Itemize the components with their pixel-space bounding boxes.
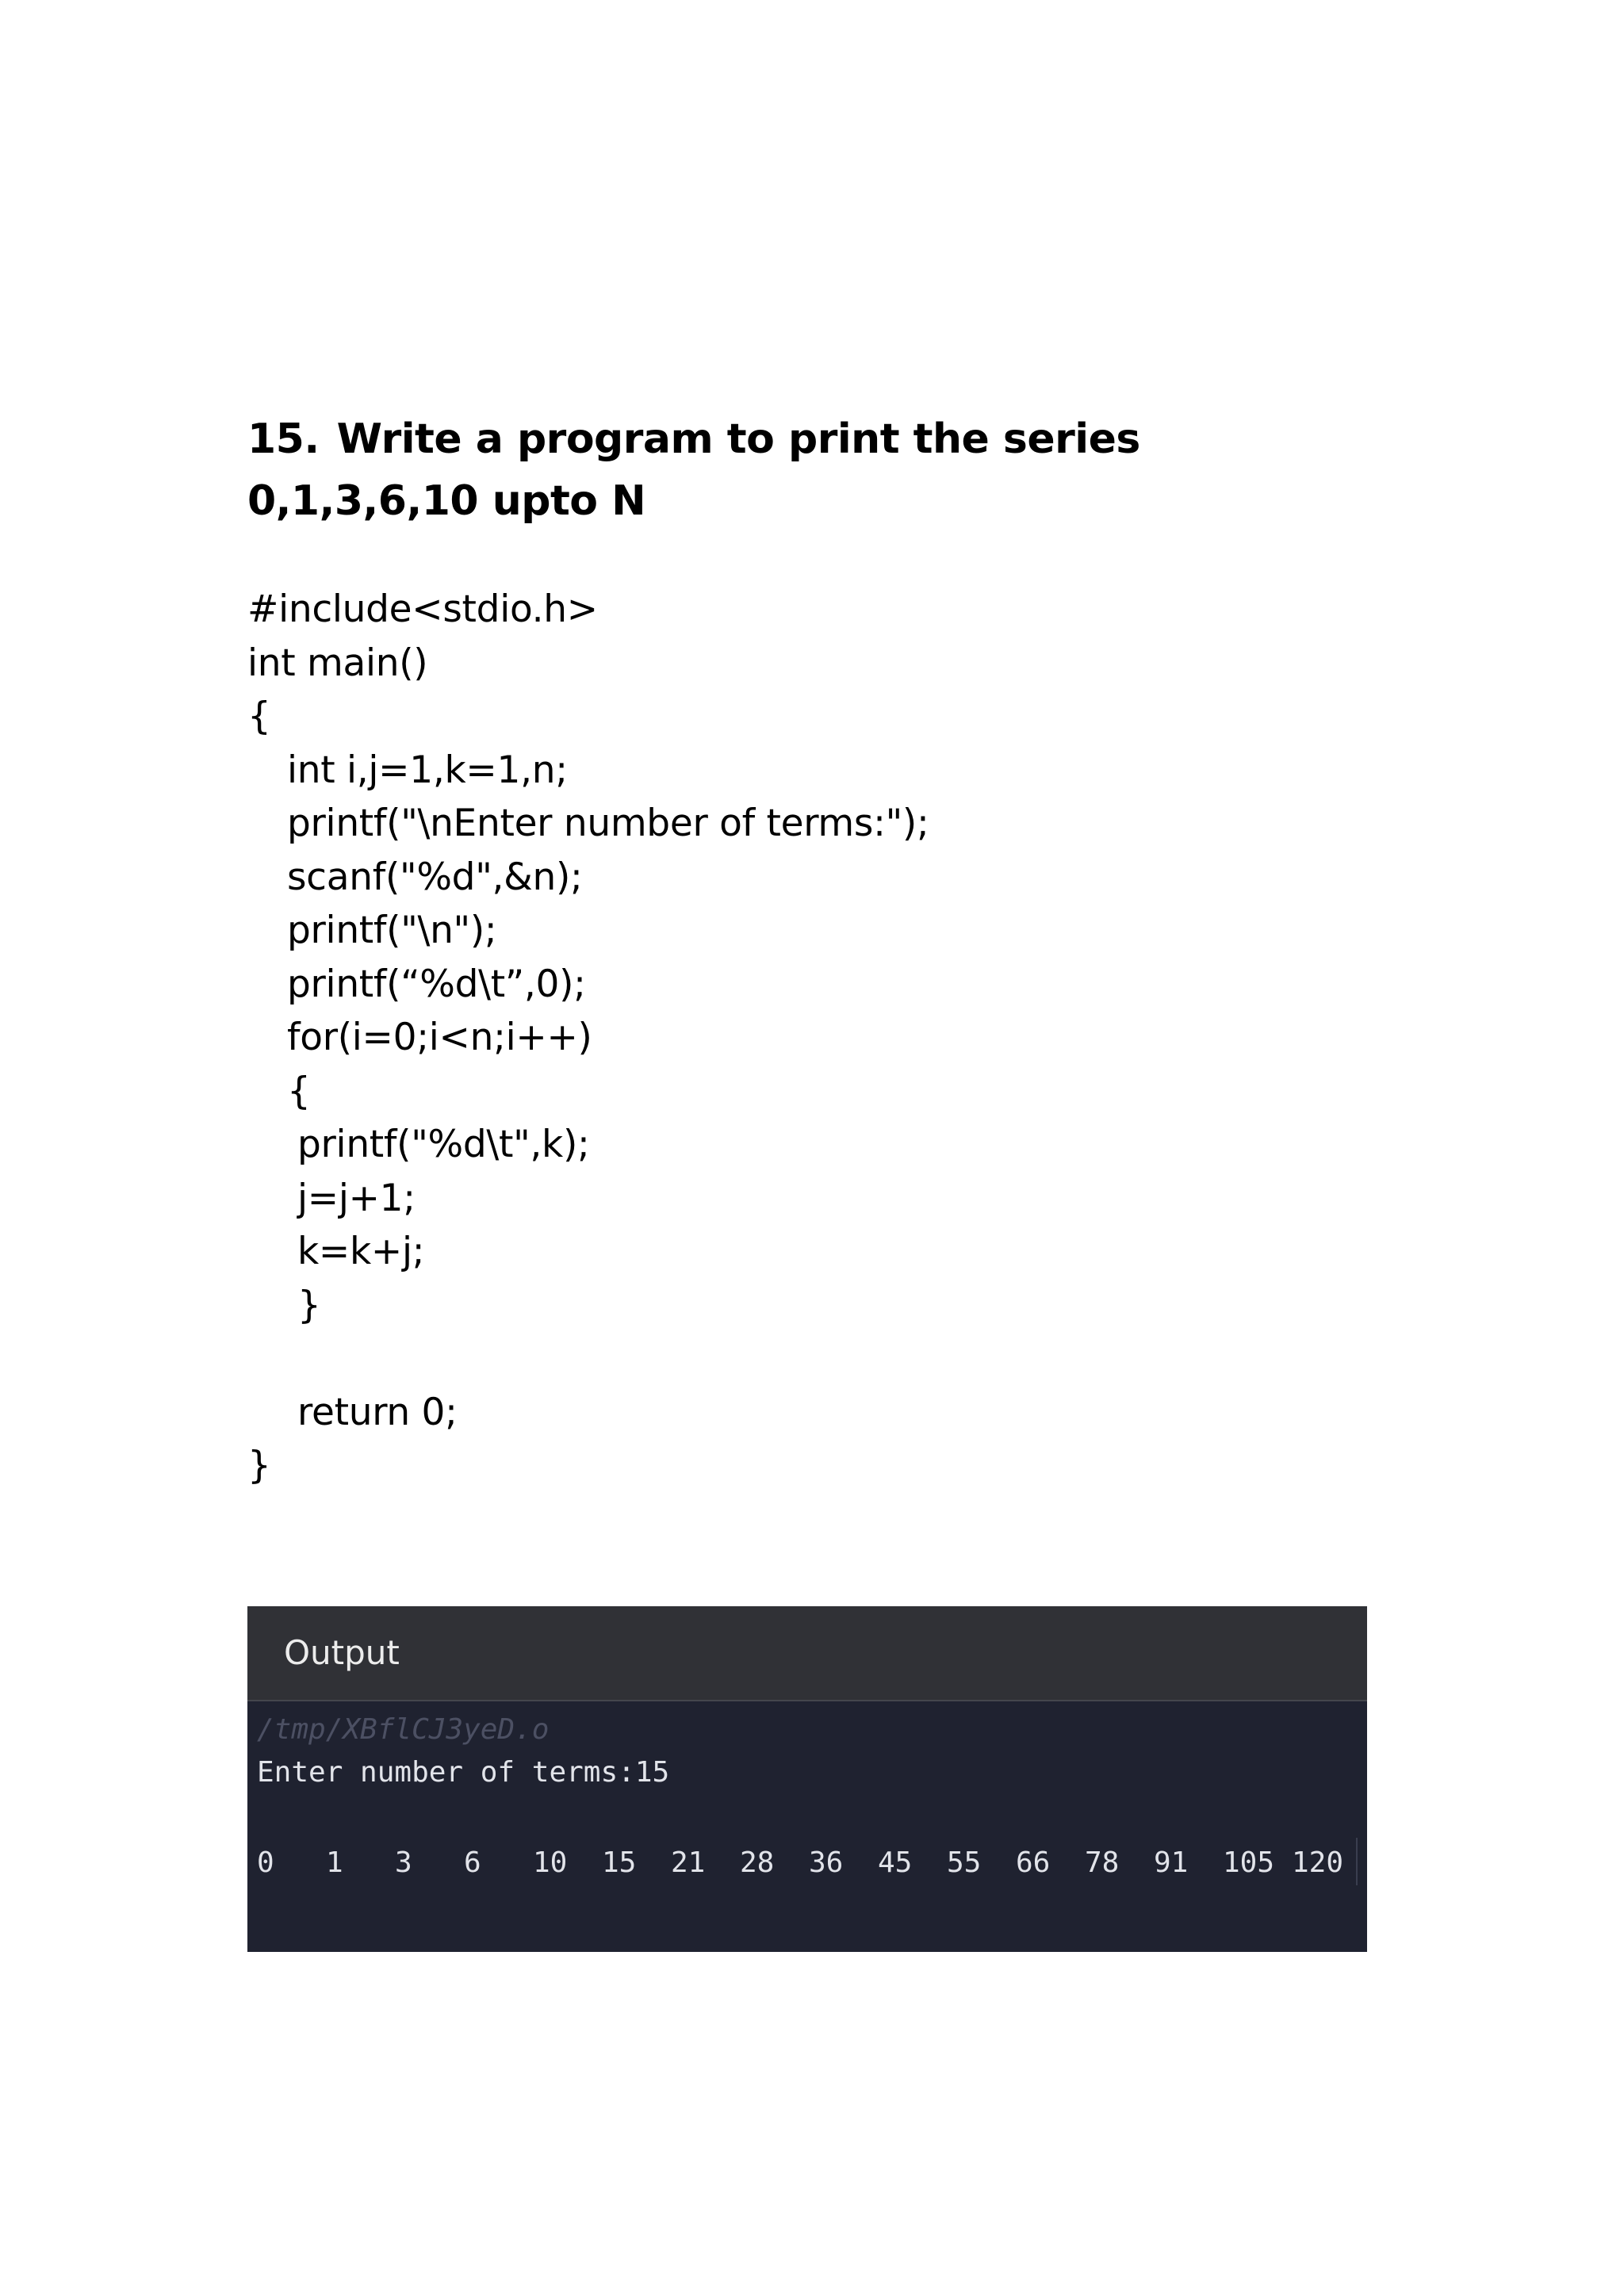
output-title: Output: [284, 1633, 400, 1672]
series-value: 36: [809, 1846, 844, 1879]
console-cursor: [1356, 1838, 1358, 1885]
code-line: k=k+j;: [297, 1230, 425, 1273]
output-header: [247, 1606, 1367, 1701]
question-text: Write a program to print the series 0,1,3,6,10 upto N: [247, 415, 1140, 525]
series-value: 55: [947, 1846, 982, 1879]
code-line: printf("%d\t",k);: [297, 1123, 590, 1166]
code-line: [247, 1332, 929, 1386]
code-line: return 0;: [297, 1390, 458, 1434]
output-panel: [247, 1606, 1367, 1952]
output-series-row: [257, 1844, 1361, 1882]
question-heading: [247, 408, 1373, 532]
series-value: 78: [1085, 1846, 1120, 1879]
code-line: {: [287, 1069, 311, 1113]
series-value: 1: [326, 1846, 343, 1879]
series-value: 0: [257, 1846, 274, 1879]
code-line: int i,j=1,k=1,n;: [287, 748, 568, 792]
code-line: int main(): [247, 641, 428, 685]
output-file-path: /tmp/XBflCJ3yeD.o: [257, 1713, 550, 1746]
code-line: printf("\n");: [287, 909, 497, 952]
series-value: 15: [602, 1846, 637, 1879]
series-value: 21: [671, 1846, 706, 1879]
output-prompt-line: Enter number of terms:15: [257, 1756, 670, 1789]
code-line: scanf("%d",&n);: [287, 855, 583, 899]
series-value: 10: [533, 1846, 568, 1879]
code-line: #include<stdio.h>: [247, 587, 598, 631]
code-line: }: [297, 1283, 321, 1327]
question-number: 15.: [247, 415, 320, 463]
series-value: 66: [1016, 1846, 1051, 1879]
series-value: 45: [878, 1846, 913, 1879]
series-value: 91: [1154, 1846, 1189, 1879]
code-line: }: [247, 1444, 271, 1487]
code-line: printf("\nEnter number of terms:");: [287, 802, 929, 845]
code-listing: [247, 583, 929, 1493]
code-line: for(i=0;i<n;i++): [287, 1016, 592, 1059]
code-line: printf(“%d\t”,0);: [287, 962, 586, 1006]
code-line: j=j+1;: [297, 1176, 416, 1220]
code-line: {: [247, 695, 271, 738]
series-value: 120: [1292, 1846, 1344, 1879]
series-value: 28: [740, 1846, 775, 1879]
series-value: 6: [464, 1846, 481, 1879]
series-value: 105: [1223, 1846, 1275, 1879]
series-value: 3: [395, 1846, 412, 1879]
